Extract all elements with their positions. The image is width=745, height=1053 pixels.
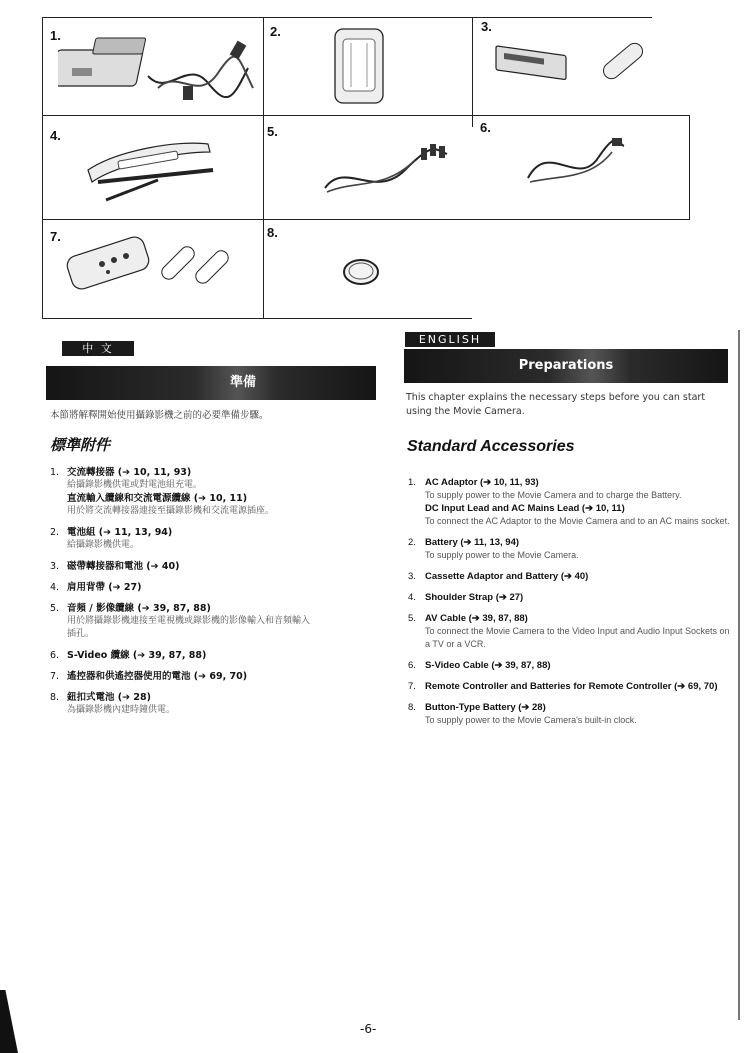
chinese-chapter-banner: 準備: [46, 366, 376, 400]
item-title: 磁帶轉接器和電池 (➔ 40): [67, 561, 180, 572]
chinese-accessory-list: [50, 466, 380, 722]
item-number: 7.: [408, 681, 416, 692]
item-description: 插孔。: [67, 629, 95, 639]
english-chapter-banner: Preparations: [404, 349, 728, 383]
grid-line: [42, 115, 690, 116]
item-title: Battery (➔ 11, 13, 94): [425, 537, 520, 548]
chinese-section-title: 標準附件: [50, 436, 111, 454]
figure-number: 4.: [50, 128, 61, 143]
shoulder-strap-illustration: [78, 130, 228, 210]
list-item: [50, 560, 380, 573]
item-title: 交流轉接器 (➔ 10, 11, 93): [67, 467, 192, 478]
chinese-intro: 本節將解釋開始使用攝錄影機之前的必要準備步驟。: [50, 410, 269, 421]
remote-controller-illustration: [62, 232, 242, 294]
list-item: [50, 649, 380, 662]
english-intro: This chapter explains the necessary steps before you can start using the Movie Camera.: [406, 392, 706, 417]
item-title: S-Video 纜線 (➔ 39, 87, 88): [67, 650, 207, 661]
figure-number: 3.: [481, 19, 492, 34]
list-item: [408, 570, 733, 583]
page-number: -6-: [360, 1022, 377, 1036]
item-number: 1.: [408, 477, 416, 488]
item-description: To supply power to the Movie Camera.: [425, 550, 579, 560]
figure-number: 1.: [50, 28, 61, 43]
list-item: [50, 670, 380, 683]
list-item: [50, 466, 380, 518]
list-item: [50, 691, 380, 717]
english-language-tab: ENGLISH: [405, 332, 495, 347]
battery-illustration: [325, 23, 395, 109]
figure-number: 6.: [480, 120, 491, 135]
item-number: 6.: [408, 660, 416, 671]
list-item: [408, 701, 733, 727]
list-item: [408, 612, 733, 651]
item-number: 8.: [50, 692, 60, 703]
grid-line: [42, 219, 264, 220]
item-description: To connect the AC Adaptor to the Movie Camera and to an AC mains socket.: [425, 516, 730, 526]
item-title: DC Input Lead and AC Mains Lead (➔ 10, 11): [425, 503, 625, 514]
item-description: To supply power to the Movie Camera's built-in clock.: [425, 715, 637, 725]
grid-line: [42, 318, 472, 319]
grid-line: [264, 219, 690, 220]
item-description: To connect the Movie Camera to the Video Input and Audio Input Sockets on a TV or a VCR.: [425, 626, 730, 649]
item-title: Button-Type Battery (➔ 28): [425, 702, 546, 713]
figure-number: 2.: [270, 24, 281, 39]
list-item: [50, 526, 380, 552]
item-title: Shoulder Strap (➔ 27): [425, 592, 524, 603]
item-title: S-Video Cable (➔ 39, 87, 88): [425, 660, 551, 671]
list-item: [408, 680, 733, 693]
grid-line: [263, 17, 264, 319]
item-number: 8.: [408, 702, 416, 713]
item-number: 4.: [50, 582, 60, 593]
item-title: 直流輸入纜線和交流電源纜線 (➔ 10, 11): [67, 493, 248, 504]
list-item: [408, 476, 733, 528]
item-number: 4.: [408, 592, 416, 603]
item-description: 為攝錄影機內建時鐘供電。: [67, 705, 176, 715]
item-number: 5.: [50, 603, 60, 614]
av-cable-illustration: [315, 140, 455, 200]
cassette-adaptor-illustration: [490, 35, 665, 90]
item-title: 肩用背帶 (➔ 27): [67, 582, 142, 593]
list-item: [50, 581, 380, 594]
item-number: 6.: [50, 650, 60, 661]
list-item: [408, 591, 733, 604]
figure-number: 5.: [267, 124, 278, 139]
item-number: 7.: [50, 671, 60, 682]
grid-line: [42, 17, 652, 18]
figure-number: 8.: [267, 225, 278, 240]
item-title: 遙控器和供遙控器使用的電池 (➔ 69, 70): [67, 671, 248, 682]
item-number: 3.: [408, 571, 416, 582]
list-item: [408, 659, 733, 672]
item-title: AC Adaptor (➔ 10, 11, 93): [425, 477, 539, 488]
item-number: 1.: [50, 467, 60, 478]
english-section-title: Standard Accessories: [407, 438, 575, 455]
item-number: 2.: [50, 527, 60, 538]
item-title: 鈕扣式電池 (➔ 28): [67, 692, 151, 703]
grid-line: [42, 17, 43, 319]
ac-adaptor-illustration: [58, 28, 258, 110]
item-title: 音頻 / 影像纜線 (➔ 39, 87, 88): [67, 603, 211, 614]
item-description: 用於將攝錄影機連接至電視機或錄影機的影像輸入和音頻輸入: [67, 616, 311, 626]
item-title: 電池組 (➔ 11, 13, 94): [67, 527, 173, 538]
item-description: To supply power to the Movie Camera and to charge the Battery.: [425, 490, 682, 500]
english-accessory-list: [408, 476, 733, 732]
item-number: 3.: [50, 561, 60, 572]
figure-number: 7.: [50, 229, 61, 244]
grid-line: [689, 115, 690, 219]
s-video-cable-illustration: [520, 130, 630, 190]
button-battery-illustration: [340, 255, 382, 289]
item-number: 2.: [408, 537, 416, 548]
item-description: 用於將交流轉接器連接至攝錄影機和交流電源插座。: [67, 506, 275, 516]
chinese-language-tab: 中 文: [62, 341, 134, 356]
list-item: [50, 602, 380, 641]
item-title: Cassette Adaptor and Battery (➔ 40): [425, 571, 589, 582]
item-number: 5.: [408, 613, 416, 624]
scan-edge-line: [738, 330, 740, 1020]
item-title: AV Cable (➔ 39, 87, 88): [425, 613, 528, 624]
item-title: Remote Controller and Batteries for Remote Controller (➔ 69, 70): [425, 681, 718, 692]
item-description: 給攝錄影機供電。: [67, 540, 140, 550]
item-description: 給攝錄影機供電或對電池組充電。: [67, 480, 203, 490]
grid-line: [472, 17, 473, 127]
scan-edge-shadow: [0, 990, 18, 1053]
list-item: [408, 536, 733, 562]
